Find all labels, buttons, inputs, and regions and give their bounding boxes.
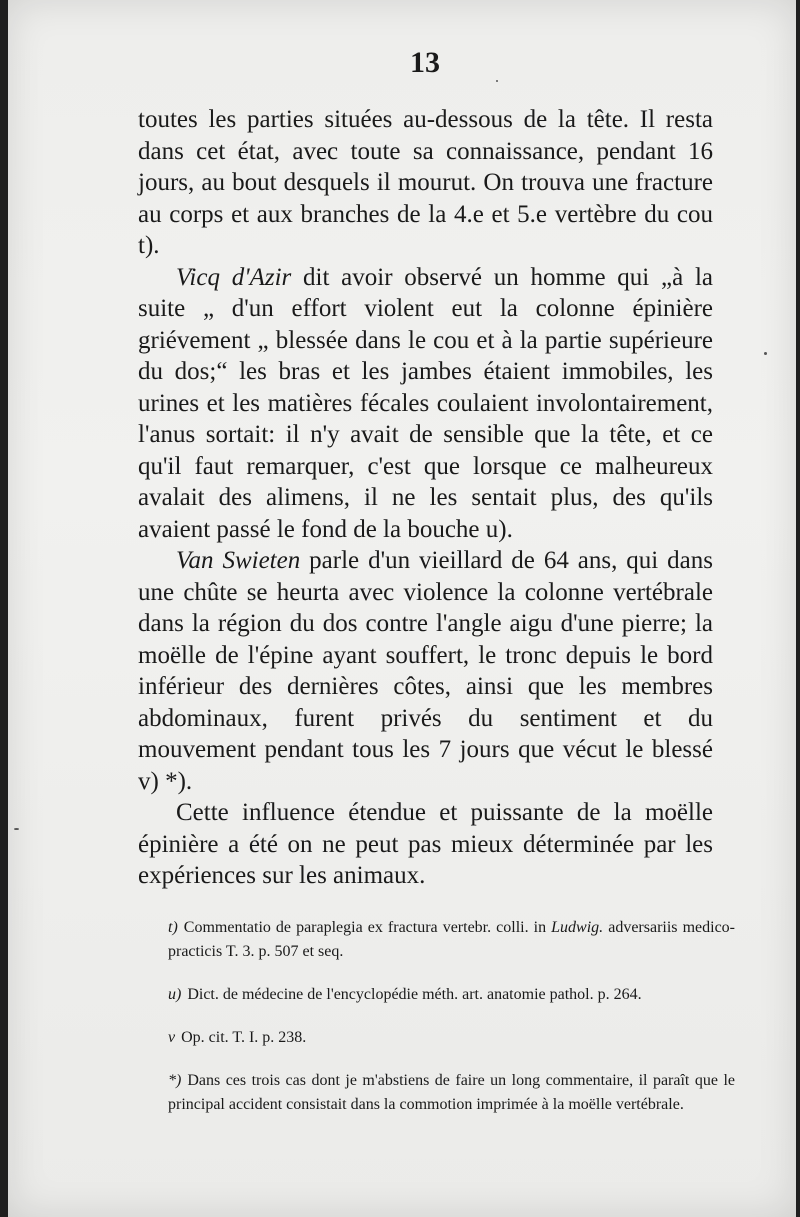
footnote-v-mark: v <box>168 1029 176 1046</box>
footnote-v <box>168 1026 735 1050</box>
paragraph-2-text: dit avoir observé un homme qui „à la suite „ d'un effort violent eut la colonne épinière griévement „ blessée dans le cou et à la partie supérieure du dos;“ les bras et les jambes étaient immobiles, les urines et les matières fécales coulaient involontairement, l'anus sortait: il n'y avait de sensible que la tête, et ce qu'il faut remarquer, c'est que lorsque ce malheureux avalait des alimens, il ne les sentait plus, des qu'ils avaient passé le fond de la bouche u). <box>138 263 713 543</box>
body-text <box>138 104 713 892</box>
paper-speck <box>764 352 767 355</box>
author-van-swieten: Van Swieten <box>176 547 301 574</box>
footnote-t-text-1: Commentatio de paraplegia ex fractura vertebr. colli. in <box>183 919 552 936</box>
footnote-t-author: Ludwig. <box>551 919 604 936</box>
paragraph-3-text: parle d'un vieillard de 64 ans, qui dans une chûte se heurta avec violence la colonne vertébrale dans la région du dos contre l'angle aigu d'une pierre; la moëlle de l'épine ayant souffert, le tronc depuis le bord inférieur des dernières côtes, ainsi que les membres abdominaux, furent privés du sentiment et du mouvement pendant tous les 7 jours que vécut le blessé v) *). <box>138 547 713 795</box>
footnotes <box>168 916 735 1136</box>
document-page <box>8 0 796 1217</box>
paragraph-1: toutes les parties situées au-dessous de la tête. Il resta dans cet état, avec toute sa connaissance, pendant 16 jours, au bout desquels il mourut. On trouva une fracture au corps et aux branches de la 4.e et 5.e vertèbre du cou t). <box>138 106 713 259</box>
footnote-u-text: Dict. de médecine de l'encyclopédie méth. art. anatomie pathol. p. 264. <box>187 986 642 1003</box>
paragraph-4: Cette influence étendue et puissante de la moëlle épinière a été on ne peut pas mieux déterminée par les expériences sur les animaux. <box>138 799 713 889</box>
footnote-u-mark: u) <box>168 986 182 1003</box>
footnote-t <box>168 916 735 964</box>
paper-speck <box>496 80 498 82</box>
footnote-star <box>168 1069 735 1117</box>
footnote-t-text-2: adversariis medico-practicis T. 3. p. 507 et seq. <box>168 919 735 960</box>
footnote-v-text: Op. cit. T. I. p. 238. <box>181 1029 307 1046</box>
paper-speck <box>14 828 19 830</box>
footnote-u <box>168 983 735 1007</box>
author-vicq-dazir: Vicq d'Azir <box>176 263 292 291</box>
footnote-star-text: Dans ces trois cas dont je m'abstiens de faire un long commentaire, il paraît que le principal accident consistait dans la commotion imprimée à la moëlle vertébrale. <box>168 1072 735 1113</box>
page-number: 13 <box>410 46 440 79</box>
footnote-t-mark: t) <box>168 919 178 936</box>
paragraph-3 <box>138 545 713 797</box>
footnote-star-mark: *) <box>168 1072 182 1089</box>
paragraph-2 <box>138 262 713 546</box>
